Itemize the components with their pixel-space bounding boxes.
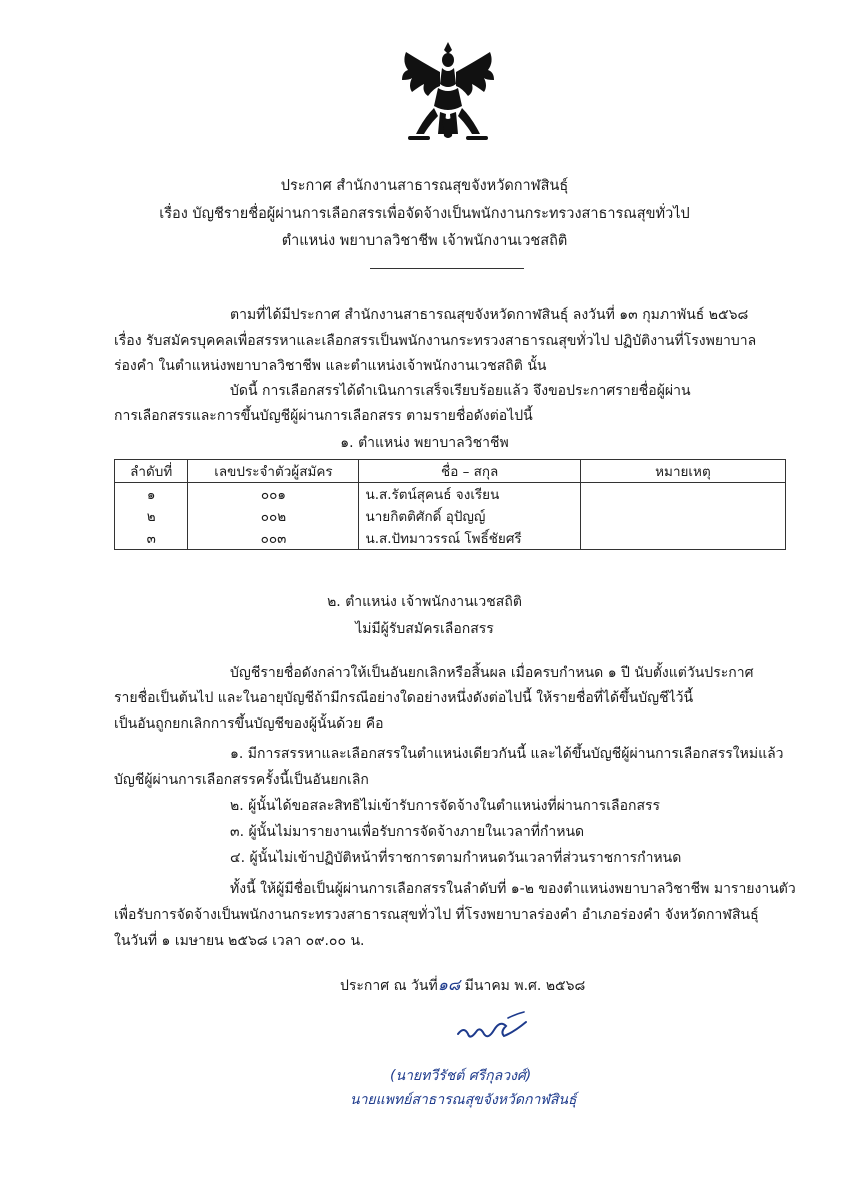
header-positions: ตำแหน่ง พยาบาลวิชาชีพ เจ้าพนักงานเวชสถิติ: [281, 233, 568, 249]
date-prefix: ประกาศ ณ วันที่: [340, 978, 438, 994]
date-suffix: มีนาคม พ.ศ. ๒๕๖๘: [464, 978, 586, 994]
column-header-order: ลำดับที่: [115, 460, 188, 483]
table-row: [115, 483, 786, 506]
cell-name: น.ส.รัตน์สุคนธ์ จงเรียน: [359, 483, 580, 506]
section2-title: ๒. ตำแหน่ง เจ้าพนักงานเวชสถิติ: [327, 594, 522, 610]
cell-order: ๑: [115, 483, 188, 506]
header-title: ประกาศ สำนักงานสาธารณสุขจังหวัดกาฬสินธุ์: [280, 178, 569, 194]
handwritten-signature: [452, 1010, 532, 1046]
condition-item-4: ๔. ผู้นั้นไม่เข้าปฏิบัติหน้าที่ราชการตามกำหนดวันเวลาที่ส่วนราชการกำหนด: [230, 850, 682, 866]
closing-line: ในวันที่ ๑ เมษายน ๒๕๖๘ เวลา ๐๙.๐๐ น.: [114, 933, 365, 949]
cell-name: นายกิตติศักดิ์ อุปัญญ์: [359, 505, 580, 527]
signatory-name: (นายทวีรัชต์ ศรีกุลวงศ์): [390, 1068, 532, 1084]
section1-title: ๑. ตำแหน่ง พยาบาลวิชาชีพ: [340, 435, 509, 451]
conditions-paragraph-line: บัญชีรายชื่อดังกล่าวให้เป็นอันยกเลิกหรือสิ้นผล เมื่อครบกำหนด ๑ ปี นับตั้งแต่วันประกาศ: [230, 665, 754, 681]
column-header-applicant-id: เลขประจำตัวผู้สมัคร: [188, 460, 359, 483]
condition-item-2: ๒. ผู้นั้นได้ขอสละสิทธิไม่เข้ารับการจัดจ้างในตำแหน่งที่ผ่านการเลือกสรร: [230, 798, 661, 814]
closing-line: เพื่อรับการจัดจ้างเป็นพนักงานกระทรวงสาธารณสุขทั่วไป ที่โรงพยาบาลร่องคำ อำเภอร่องคำ จังหวัดกาฬสินธุ์: [114, 907, 759, 923]
condition-item-3: ๓. ผู้นั้นไม่มารายงานเพื่อรับการจัดจ้างภายในเวลาที่กำหนด: [230, 824, 585, 840]
intro-paragraph-line: เรื่อง รับสมัครบุคคลเพื่อสรรหาและเลือกสรรเป็นพนักงานกระทรวงสาธารณสุขทั่วไป ปฏิบัติงานที่โรงพยาบาล: [114, 333, 757, 349]
intro-paragraph-line: ตามที่ได้มีประกาศ สำนักงานสาธารณสุขจังหวัดกาฬสินธุ์ ลงวันที่ ๑๓ กุมภาพันธ์ ๒๕๖๘: [230, 307, 749, 323]
conditions-paragraph-line: เป็นอันถูกยกเลิกการขึ้นบัญชีของผู้นั้นด้วย คือ: [114, 716, 384, 732]
candidate-table: [114, 459, 786, 550]
table-header-row: [115, 460, 786, 483]
date-day: ๑๘: [437, 975, 461, 994]
cell-remark: [580, 483, 785, 506]
cell-applicant-id: ๐๐๒: [188, 505, 359, 527]
intro-paragraph-line: การเลือกสรรและการขึ้นบัญชีผู้ผ่านการเลือกสรร ตามรายชื่อดังต่อไปนี้: [114, 408, 533, 424]
header-subject: เรื่อง บัญชีรายชื่อผู้ผ่านการเลือกสรรเพื่อจัดจ้างเป็นพนักงานกระทรวงสาธารณสุขทั่วไป: [159, 206, 690, 222]
table-row: [115, 527, 786, 550]
closing-line: ทั้งนี้ ให้ผู้มีชื่อเป็นผู้ผ่านการเลือกสรรในลำดับที่ ๑-๒ ของตำแหน่งพยาบาลวิชาชีพ มารายงานตัว: [230, 881, 796, 897]
cell-order: ๓: [115, 527, 188, 550]
cell-remark: [580, 527, 785, 550]
garuda-emblem-icon: [394, 38, 502, 146]
cell-applicant-id: ๐๐๑: [188, 483, 359, 506]
table-row: [115, 505, 786, 527]
cell-name: น.ส.ปัทมาวรรณ์ โพธิ์ชัยศรี: [359, 527, 580, 550]
signatory-position: นายแพทย์สาธารณสุขจังหวัดกาฬสินธุ์: [350, 1092, 577, 1108]
cell-applicant-id: ๐๐๓: [188, 527, 359, 550]
column-header-remark: หมายเหตุ: [580, 460, 785, 483]
announcement-date: [340, 976, 585, 995]
cell-remark: [580, 505, 785, 527]
header-divider: [370, 268, 524, 269]
cell-order: ๒: [115, 505, 188, 527]
column-header-name: ชื่อ – สกุล: [359, 460, 580, 483]
section2-subtitle: ไม่มีผู้รับสมัครเลือกสรร: [355, 621, 494, 637]
intro-paragraph-line: บัดนี้ การเลือกสรรได้ดำเนินการเสร็จเรียบร้อยแล้ว จึงขอประกาศรายชื่อผู้ผ่าน: [230, 383, 691, 399]
condition-item-1-cont: บัญชีผู้ผ่านการเลือกสรรครั้งนี้เป็นอันยกเลิก: [114, 772, 369, 788]
conditions-paragraph-line: รายชื่อเป็นต้นไป และในอายุบัญชีถ้ามีกรณีอย่างใดอย่างหนึ่งดังต่อไปนี้ ให้รายชื่อที่ได้ขึ้นบัญชีไว้นี้: [114, 690, 694, 706]
intro-paragraph-line: ร่องคำ ในตำแหน่งพยาบาลวิชาชีพ และตำแหน่งเจ้าพนักงานเวชสถิติ นั้น: [114, 358, 547, 374]
condition-item-1: ๑. มีการสรรหาและเลือกสรรในตำแหน่งเดียวกันนี้ และได้ขึ้นบัญชีผู้ผ่านการเลือกสรรใหม่แล้ว: [230, 746, 784, 762]
